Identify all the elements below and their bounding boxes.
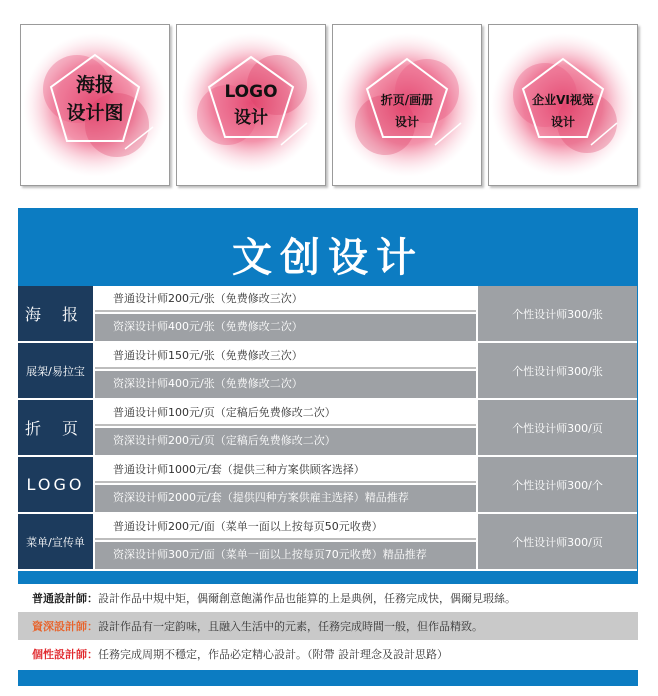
brochure-card[interactable] [332,24,482,186]
category-label: 展架/易拉宝 [18,343,93,398]
senior-price: 资深设计师300元/面（菜单一面以上按每页70元收费）精品推荐 [95,542,476,569]
standard-price: 普通设计师150元/张（免费修改三次） [95,343,476,369]
brochure-card-label: 折页/画册 设计 [380,93,434,129]
note-custom-designer [18,640,638,670]
custom-price: 个性设计师300/张 [478,343,637,398]
note-standard-designer [18,584,638,614]
note-role: 資深設計師： [32,620,98,633]
logo-card-label: LOGO 设计 [224,82,278,128]
note-text: 設計作品中規中矩，偶爾創意飽滿作品也能算的上是典例，任務完成快，偶爾見瑕絲。 [98,592,516,605]
category-label: 菜单/宣传单 [18,514,93,569]
senior-price: 资深设计师400元/张（免费修改二次） [95,371,476,398]
price-row-folding-page [18,400,637,457]
note-text: 設計作品有一定韵味，且融入生活中的元素，任務完成時間一般，但作品精致。 [98,620,483,633]
category-label: 折 页 [18,400,93,455]
custom-price: 个性设计师300/个 [478,457,637,512]
category-label: LOGO [18,457,93,512]
vi-card-label: 企业VI视觉 设计 [532,93,594,129]
senior-price: 资深设计师400元/张（免费修改二次） [95,314,476,341]
service-cards [0,0,658,200]
standard-price: 普通设计师100元/页（定稿后免费修改二次） [95,400,476,426]
logo-card[interactable] [176,24,326,186]
custom-price: 个性设计师300/页 [478,400,637,455]
banner-title: 文创设计 [232,235,424,281]
poster-card-label: 海报 设计图 [66,74,124,124]
vi-card[interactable] [488,24,638,186]
standard-price: 普通设计师1000元/套（提供三种方案供顾客选择） [95,457,476,483]
custom-price: 个性设计师300/页 [478,514,637,569]
poster-card[interactable] [20,24,170,186]
bottom-accent-bar [18,670,638,686]
standard-price: 普通设计师200元/张（免费修改三次） [95,286,476,312]
price-row-logo [18,457,637,514]
price-row-poster [18,286,637,343]
custom-price: 个性设计师300/张 [478,286,637,341]
price-row-menu-flyer [18,514,637,571]
note-role: 個性設計師： [32,648,98,661]
price-row-display-stand [18,343,637,400]
senior-price: 资深设计师2000元/套（提供四种方案供雇主选择）精品推荐 [95,485,476,512]
note-text: 任務完成周期不穩定，作品必定精心設計。（附帶 設計理念及設計思路） [98,648,448,661]
senior-price: 资深设计师200元/页（定稿后免费修改二次） [95,428,476,455]
note-senior-designer [18,612,638,642]
category-label: 海 报 [18,286,93,341]
note-role: 普通設計師： [32,592,98,605]
standard-price: 普通设计师200元/面（菜单一面以上按每页50元收费） [95,514,476,540]
